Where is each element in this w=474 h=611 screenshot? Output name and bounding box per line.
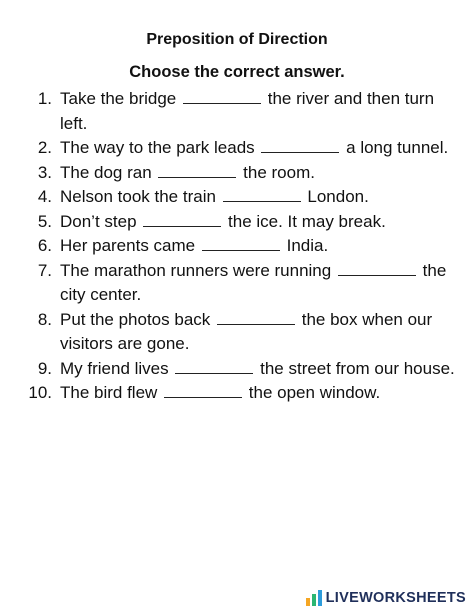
liveworksheets-logo (305, 589, 466, 607)
question-text-after: the river and then turn left. (60, 89, 435, 133)
question-text-before: Take the bridge (60, 89, 177, 108)
answer-blank[interactable] (158, 163, 236, 178)
question-number: 5. (37, 211, 52, 231)
question-number: 8. (37, 309, 52, 329)
question-5 (18, 210, 458, 235)
question-text-after: India. (286, 236, 329, 255)
answer-blank[interactable] (223, 187, 301, 202)
answer-blank[interactable] (183, 89, 261, 104)
question-text-before: The way to the park leads (60, 138, 255, 157)
question-6 (18, 234, 458, 259)
question-text-before: The bird flew (60, 383, 158, 402)
answer-blank[interactable] (217, 310, 295, 325)
question-text-after: the box when our visitors are gone. (60, 309, 433, 353)
question-7 (18, 259, 458, 308)
question-1 (18, 87, 458, 136)
question-9 (18, 357, 458, 382)
answer-blank[interactable] (175, 359, 253, 374)
liveworksheets-logo-icon (305, 589, 323, 607)
question-text-before: Put the photos back (60, 309, 211, 329)
answer-blank[interactable] (164, 383, 242, 398)
question-number: 10. (28, 383, 52, 402)
question-2 (18, 136, 458, 161)
question-number: 3. (37, 162, 52, 182)
question-text-after: the city center. (60, 260, 447, 304)
question-number: 4. (37, 187, 52, 206)
worksheet-instruction: Choose the correct answer. (129, 63, 345, 81)
answer-blank[interactable] (261, 138, 339, 153)
question-number: 2. (37, 138, 52, 157)
question-text-after: the room. (243, 162, 315, 182)
question-3 (18, 161, 458, 186)
question-text-before: The marathon runners were running (60, 260, 332, 280)
question-10 (18, 381, 458, 406)
question-text-after: London. (307, 187, 369, 206)
question-4 (18, 185, 458, 210)
question-number: 6. (37, 236, 52, 255)
question-text-after: the open window. (248, 383, 381, 402)
question-text-before: Don’t step (60, 211, 137, 231)
question-text-after: the ice. It may break. (228, 211, 386, 231)
question-number: 7. (37, 260, 52, 280)
answer-blank[interactable] (338, 261, 416, 276)
question-text-before: My friend lives (60, 358, 169, 378)
question-text-before: Her parents came (60, 236, 196, 255)
answer-blank[interactable] (202, 236, 280, 251)
question-number: 9. (37, 358, 52, 378)
question-text-before: The dog ran (60, 162, 152, 182)
question-list (18, 87, 458, 406)
brand-name: LIVEWORKSHEETS (325, 590, 466, 606)
question-text-before: Nelson took the train (60, 187, 216, 206)
question-text-after: the street from our house. (260, 358, 455, 378)
answer-blank[interactable] (143, 212, 221, 227)
question-8 (18, 308, 458, 357)
question-number: 1. (37, 89, 52, 108)
question-text-after: a long tunnel. (346, 138, 449, 157)
worksheet-title: Preposition of Direction (146, 31, 328, 48)
